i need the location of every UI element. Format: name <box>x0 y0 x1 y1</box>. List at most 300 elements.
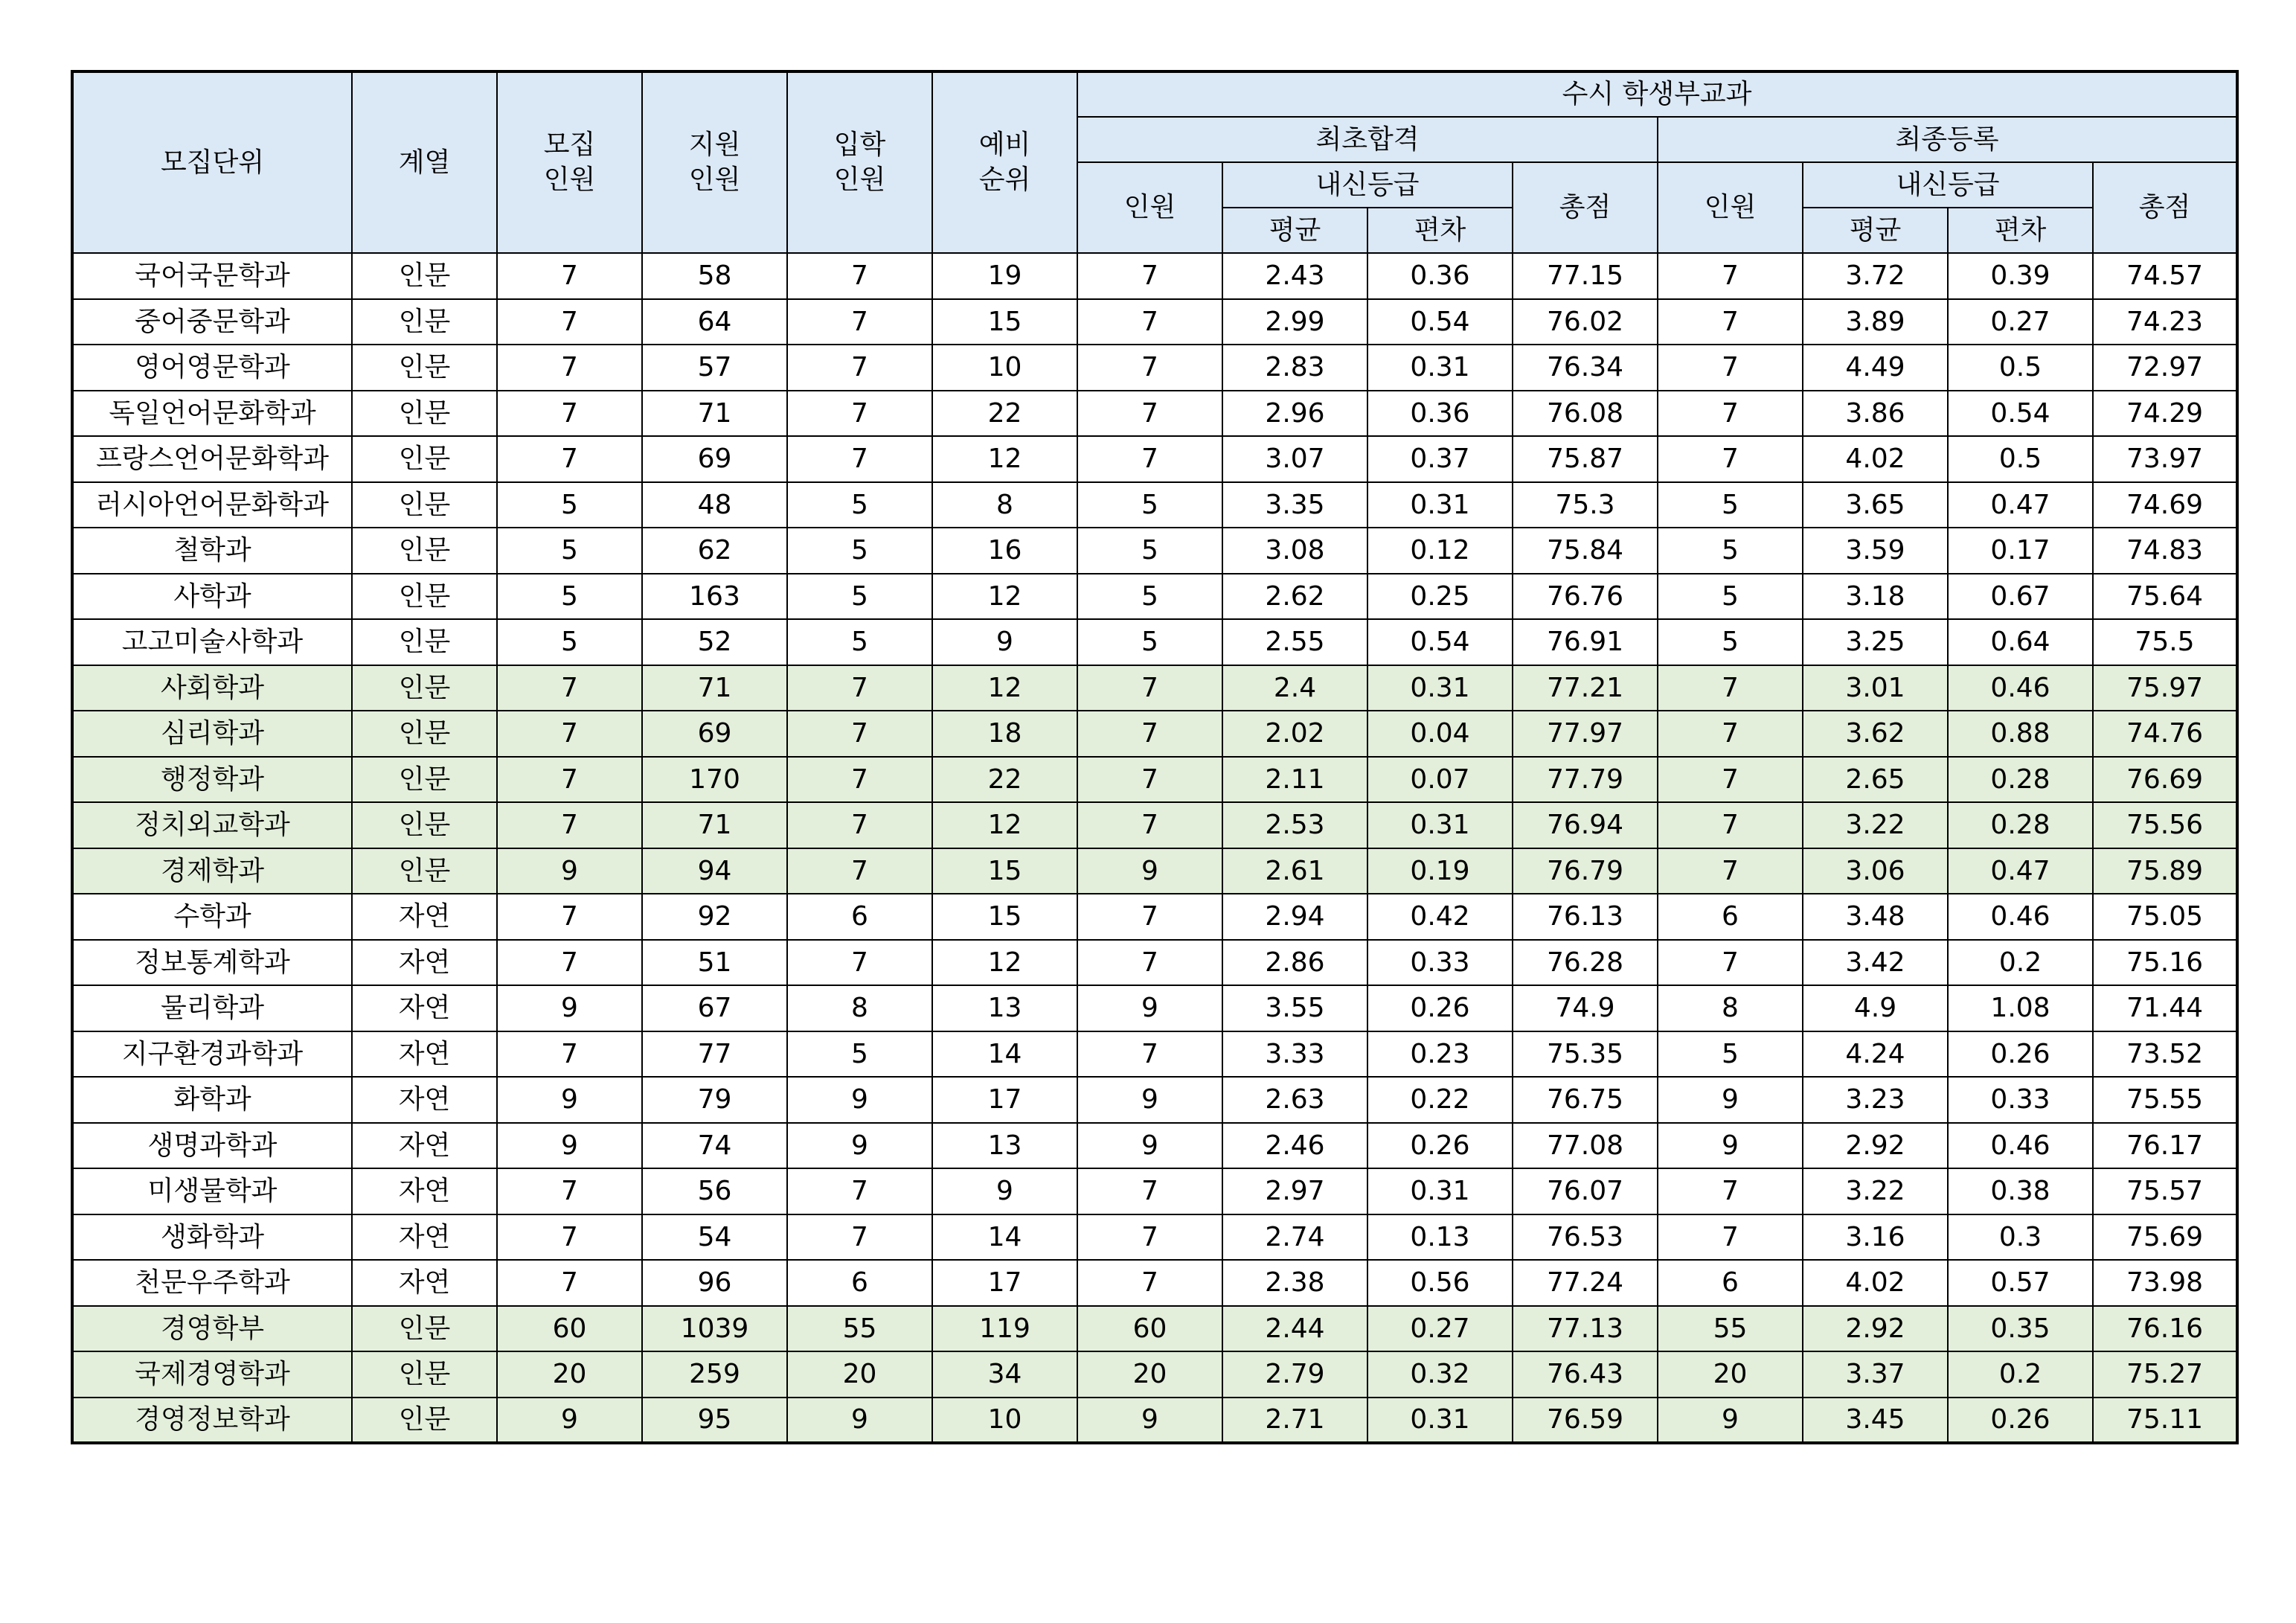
table-row <box>72 253 2237 299</box>
cell-fr-count: 20 <box>1658 1351 1803 1398</box>
cell-waitlist: 15 <box>932 299 1077 345</box>
cell-waitlist: 17 <box>932 1260 1077 1306</box>
cell-fr-count: 7 <box>1658 299 1803 345</box>
cell-unit: 경영학부 <box>72 1306 352 1352</box>
cell-waitlist: 13 <box>932 1123 1077 1169</box>
cell-unit: 국어국문학과 <box>72 253 352 299</box>
cell-fp-dev: 0.54 <box>1367 299 1513 345</box>
cell-fp-avg: 2.55 <box>1222 619 1367 665</box>
cell-fp-dev: 0.27 <box>1367 1306 1513 1352</box>
cell-fp-dev: 0.36 <box>1367 391 1513 437</box>
table-row <box>72 1168 2237 1214</box>
table-row <box>72 757 2237 803</box>
cell-fp-count: 9 <box>1077 848 1222 894</box>
cell-fr-avg: 4.24 <box>1803 1031 1948 1078</box>
cell-fp-count: 7 <box>1077 802 1222 848</box>
cell-fr-dev: 0.64 <box>1948 619 2093 665</box>
cell-applicants: 67 <box>642 985 787 1031</box>
cell-applicants: 54 <box>642 1214 787 1261</box>
cell-fr-count: 7 <box>1658 665 1803 711</box>
cell-fp-total: 76.43 <box>1513 1351 1658 1398</box>
cell-fr-total: 75.5 <box>2093 619 2237 665</box>
cell-waitlist: 15 <box>932 894 1077 940</box>
cell-track: 인문 <box>352 711 497 757</box>
cell-track: 인문 <box>352 848 497 894</box>
cell-unit: 사회학과 <box>72 665 352 711</box>
header-fp-dev: 편차 <box>1367 208 1513 253</box>
cell-fp-count: 7 <box>1077 894 1222 940</box>
cell-applicants: 56 <box>642 1168 787 1214</box>
cell-fp-count: 7 <box>1077 391 1222 437</box>
cell-applicants: 62 <box>642 528 787 574</box>
table-row <box>72 345 2237 391</box>
cell-fp-total: 75.35 <box>1513 1031 1658 1078</box>
header-fp-avg: 평균 <box>1222 208 1367 253</box>
cell-fr-dev: 0.5 <box>1948 436 2093 482</box>
cell-fr-dev: 0.47 <box>1948 482 2093 528</box>
cell-unit: 행정학과 <box>72 757 352 803</box>
cell-fr-avg: 3.86 <box>1803 391 1948 437</box>
cell-fp-total: 77.21 <box>1513 665 1658 711</box>
table-row <box>72 528 2237 574</box>
cell-fr-avg: 3.45 <box>1803 1398 1948 1444</box>
cell-quota: 5 <box>497 619 642 665</box>
cell-fp-avg: 3.35 <box>1222 482 1367 528</box>
cell-applicants: 71 <box>642 802 787 848</box>
cell-applicants: 69 <box>642 711 787 757</box>
cell-enrolled: 9 <box>787 1398 932 1444</box>
cell-fp-dev: 0.33 <box>1367 940 1513 986</box>
cell-unit: 생명과학과 <box>72 1123 352 1169</box>
cell-fp-total: 76.07 <box>1513 1168 1658 1214</box>
cell-fp-total: 76.75 <box>1513 1077 1658 1123</box>
cell-waitlist: 12 <box>932 665 1077 711</box>
cell-fp-count: 60 <box>1077 1306 1222 1352</box>
cell-fr-avg: 3.16 <box>1803 1214 1948 1261</box>
cell-unit: 경제학과 <box>72 848 352 894</box>
cell-fr-avg: 4.02 <box>1803 1260 1948 1306</box>
cell-applicants: 52 <box>642 619 787 665</box>
cell-applicants: 95 <box>642 1398 787 1444</box>
cell-track: 자연 <box>352 1214 497 1261</box>
cell-fp-total: 77.08 <box>1513 1123 1658 1169</box>
cell-fr-count: 9 <box>1658 1398 1803 1444</box>
cell-unit: 정보통계학과 <box>72 940 352 986</box>
cell-fp-count: 7 <box>1077 253 1222 299</box>
cell-fp-total: 76.08 <box>1513 391 1658 437</box>
cell-fp-total: 76.53 <box>1513 1214 1658 1261</box>
cell-quota: 7 <box>497 253 642 299</box>
cell-fr-dev: 0.57 <box>1948 1260 2093 1306</box>
cell-enrolled: 5 <box>787 619 932 665</box>
cell-fp-avg: 3.33 <box>1222 1031 1367 1078</box>
cell-fp-total: 76.13 <box>1513 894 1658 940</box>
cell-fp-total: 76.76 <box>1513 574 1658 620</box>
header-applicants: 지원 인원 <box>642 71 787 253</box>
cell-fp-count: 7 <box>1077 1214 1222 1261</box>
cell-quota: 5 <box>497 574 642 620</box>
table-row <box>72 391 2237 437</box>
cell-fp-avg: 2.11 <box>1222 757 1367 803</box>
cell-quota: 9 <box>497 1123 642 1169</box>
cell-fr-count: 7 <box>1658 345 1803 391</box>
cell-fp-count: 9 <box>1077 1123 1222 1169</box>
cell-unit: 미생물학과 <box>72 1168 352 1214</box>
cell-fr-total: 74.57 <box>2093 253 2237 299</box>
cell-fr-dev: 0.46 <box>1948 1123 2093 1169</box>
cell-fr-total: 75.05 <box>2093 894 2237 940</box>
cell-enrolled: 6 <box>787 1260 932 1306</box>
cell-fp-count: 9 <box>1077 1077 1222 1123</box>
cell-fp-avg: 2.86 <box>1222 940 1367 986</box>
table-row <box>72 436 2237 482</box>
cell-fr-avg: 3.48 <box>1803 894 1948 940</box>
cell-quota: 7 <box>497 894 642 940</box>
cell-applicants: 51 <box>642 940 787 986</box>
cell-fr-count: 7 <box>1658 253 1803 299</box>
cell-fr-total: 75.64 <box>2093 574 2237 620</box>
header-fp-total: 총점 <box>1513 162 1658 253</box>
cell-applicants: 71 <box>642 665 787 711</box>
cell-fr-dev: 0.5 <box>1948 345 2093 391</box>
cell-fp-dev: 0.31 <box>1367 345 1513 391</box>
cell-enrolled: 7 <box>787 299 932 345</box>
cell-enrolled: 5 <box>787 1031 932 1078</box>
cell-quota: 7 <box>497 1031 642 1078</box>
cell-fp-total: 76.94 <box>1513 802 1658 848</box>
cell-enrolled: 8 <box>787 985 932 1031</box>
cell-track: 인문 <box>352 802 497 848</box>
cell-fp-dev: 0.12 <box>1367 528 1513 574</box>
cell-quota: 7 <box>497 1168 642 1214</box>
cell-waitlist: 12 <box>932 940 1077 986</box>
cell-fr-dev: 0.28 <box>1948 802 2093 848</box>
cell-fp-total: 76.28 <box>1513 940 1658 986</box>
table-body <box>72 253 2237 1443</box>
cell-enrolled: 7 <box>787 1214 932 1261</box>
cell-enrolled: 55 <box>787 1306 932 1352</box>
cell-fr-avg: 4.02 <box>1803 436 1948 482</box>
cell-applicants: 94 <box>642 848 787 894</box>
cell-fp-total: 76.02 <box>1513 299 1658 345</box>
cell-fp-dev: 0.25 <box>1367 574 1513 620</box>
cell-applicants: 77 <box>642 1031 787 1078</box>
cell-unit: 철학과 <box>72 528 352 574</box>
cell-quota: 7 <box>497 345 642 391</box>
cell-applicants: 71 <box>642 391 787 437</box>
cell-enrolled: 7 <box>787 436 932 482</box>
cell-fp-avg: 2.44 <box>1222 1306 1367 1352</box>
cell-unit: 천문우주학과 <box>72 1260 352 1306</box>
cell-track: 인문 <box>352 574 497 620</box>
cell-fp-count: 7 <box>1077 1168 1222 1214</box>
cell-track: 자연 <box>352 1168 497 1214</box>
cell-fr-total: 75.55 <box>2093 1077 2237 1123</box>
cell-applicants: 1039 <box>642 1306 787 1352</box>
cell-fp-count: 20 <box>1077 1351 1222 1398</box>
cell-fr-count: 7 <box>1658 940 1803 986</box>
cell-fr-dev: 0.35 <box>1948 1306 2093 1352</box>
cell-fp-count: 5 <box>1077 482 1222 528</box>
cell-fr-total: 75.56 <box>2093 802 2237 848</box>
table-row <box>72 848 2237 894</box>
cell-fp-total: 77.13 <box>1513 1306 1658 1352</box>
cell-fp-avg: 2.46 <box>1222 1123 1367 1169</box>
cell-track: 자연 <box>352 1077 497 1123</box>
cell-applicants: 79 <box>642 1077 787 1123</box>
cell-track: 인문 <box>352 1306 497 1352</box>
cell-enrolled: 5 <box>787 482 932 528</box>
cell-fp-count: 9 <box>1077 985 1222 1031</box>
cell-quota: 5 <box>497 482 642 528</box>
cell-fp-total: 77.24 <box>1513 1260 1658 1306</box>
cell-waitlist: 10 <box>932 1398 1077 1444</box>
cell-enrolled: 6 <box>787 894 932 940</box>
cell-applicants: 57 <box>642 345 787 391</box>
cell-fr-dev: 0.67 <box>1948 574 2093 620</box>
cell-fp-dev: 0.26 <box>1367 1123 1513 1169</box>
cell-fp-dev: 0.42 <box>1367 894 1513 940</box>
cell-fr-dev: 1.08 <box>1948 985 2093 1031</box>
cell-fp-count: 7 <box>1077 1260 1222 1306</box>
cell-fr-count: 7 <box>1658 848 1803 894</box>
cell-fr-dev: 0.33 <box>1948 1077 2093 1123</box>
table-row <box>72 711 2237 757</box>
cell-fp-dev: 0.07 <box>1367 757 1513 803</box>
cell-track: 인문 <box>352 619 497 665</box>
cell-fr-total: 74.29 <box>2093 391 2237 437</box>
cell-track: 자연 <box>352 1031 497 1078</box>
cell-unit: 프랑스언어문화학과 <box>72 436 352 482</box>
cell-fr-total: 75.27 <box>2093 1351 2237 1398</box>
cell-fr-total: 75.11 <box>2093 1398 2237 1444</box>
cell-enrolled: 7 <box>787 391 932 437</box>
cell-quota: 7 <box>497 391 642 437</box>
cell-track: 인문 <box>352 757 497 803</box>
header-final-reg: 최종등록 <box>1658 117 2237 162</box>
table-row <box>72 1260 2237 1306</box>
cell-quota: 60 <box>497 1306 642 1352</box>
header-waitlist: 예비 순위 <box>932 71 1077 253</box>
cell-enrolled: 7 <box>787 1168 932 1214</box>
cell-track: 인문 <box>352 299 497 345</box>
cell-enrolled: 7 <box>787 345 932 391</box>
cell-fr-dev: 0.46 <box>1948 665 2093 711</box>
table-header <box>72 71 2237 253</box>
cell-quota: 7 <box>497 1260 642 1306</box>
table-row <box>72 1123 2237 1169</box>
cell-fr-count: 5 <box>1658 574 1803 620</box>
table-row <box>72 1398 2237 1444</box>
cell-unit: 경영정보학과 <box>72 1398 352 1444</box>
cell-fp-count: 7 <box>1077 436 1222 482</box>
table-row <box>72 1214 2237 1261</box>
cell-fp-dev: 0.32 <box>1367 1351 1513 1398</box>
cell-fr-avg: 3.23 <box>1803 1077 1948 1123</box>
cell-fp-avg: 2.4 <box>1222 665 1367 711</box>
cell-fr-dev: 0.26 <box>1948 1398 2093 1444</box>
cell-enrolled: 7 <box>787 253 932 299</box>
cell-fr-count: 7 <box>1658 1214 1803 1261</box>
cell-fr-total: 75.57 <box>2093 1168 2237 1214</box>
cell-unit: 수학과 <box>72 894 352 940</box>
cell-unit: 영어영문학과 <box>72 345 352 391</box>
cell-unit: 국제경영학과 <box>72 1351 352 1398</box>
cell-fp-avg: 2.99 <box>1222 299 1367 345</box>
table-row <box>72 985 2237 1031</box>
cell-applicants: 259 <box>642 1351 787 1398</box>
cell-fr-total: 75.89 <box>2093 848 2237 894</box>
header-fp-grade: 내신등급 <box>1222 162 1513 208</box>
cell-fp-dev: 0.31 <box>1367 802 1513 848</box>
cell-fp-avg: 2.97 <box>1222 1168 1367 1214</box>
cell-track: 자연 <box>352 1260 497 1306</box>
cell-track: 인문 <box>352 482 497 528</box>
cell-waitlist: 13 <box>932 985 1077 1031</box>
cell-enrolled: 9 <box>787 1077 932 1123</box>
cell-fr-total: 76.69 <box>2093 757 2237 803</box>
cell-fr-dev: 0.38 <box>1948 1168 2093 1214</box>
cell-applicants: 170 <box>642 757 787 803</box>
cell-unit: 물리학과 <box>72 985 352 1031</box>
cell-enrolled: 7 <box>787 757 932 803</box>
cell-track: 인문 <box>352 665 497 711</box>
cell-applicants: 48 <box>642 482 787 528</box>
cell-waitlist: 14 <box>932 1031 1077 1078</box>
cell-fr-total: 76.16 <box>2093 1306 2237 1352</box>
cell-fr-total: 75.69 <box>2093 1214 2237 1261</box>
cell-fr-dev: 0.47 <box>1948 848 2093 894</box>
cell-fr-count: 5 <box>1658 528 1803 574</box>
cell-fp-total: 77.79 <box>1513 757 1658 803</box>
cell-fr-count: 7 <box>1658 802 1803 848</box>
table-row <box>72 1077 2237 1123</box>
cell-enrolled: 7 <box>787 802 932 848</box>
cell-fr-avg: 3.72 <box>1803 253 1948 299</box>
cell-quota: 7 <box>497 711 642 757</box>
cell-fp-dev: 0.19 <box>1367 848 1513 894</box>
cell-fp-total: 75.87 <box>1513 436 1658 482</box>
header-fr-total: 총점 <box>2093 162 2237 253</box>
cell-fp-dev: 0.22 <box>1367 1077 1513 1123</box>
cell-waitlist: 12 <box>932 802 1077 848</box>
cell-fr-avg: 3.37 <box>1803 1351 1948 1398</box>
header-fr-avg: 평균 <box>1803 208 1948 253</box>
header-fp-count: 인원 <box>1077 162 1222 253</box>
cell-fr-avg: 2.92 <box>1803 1123 1948 1169</box>
cell-fr-dev: 0.54 <box>1948 391 2093 437</box>
cell-fp-count: 7 <box>1077 1031 1222 1078</box>
cell-enrolled: 7 <box>787 665 932 711</box>
cell-fr-avg: 2.92 <box>1803 1306 1948 1352</box>
cell-waitlist: 119 <box>932 1306 1077 1352</box>
cell-unit: 심리학과 <box>72 711 352 757</box>
cell-quota: 9 <box>497 1398 642 1444</box>
cell-fp-count: 5 <box>1077 528 1222 574</box>
cell-waitlist: 19 <box>932 253 1077 299</box>
table-row <box>72 665 2237 711</box>
cell-fp-avg: 2.43 <box>1222 253 1367 299</box>
cell-applicants: 74 <box>642 1123 787 1169</box>
cell-fp-total: 75.3 <box>1513 482 1658 528</box>
cell-fr-total: 74.69 <box>2093 482 2237 528</box>
cell-fp-avg: 2.83 <box>1222 345 1367 391</box>
cell-fp-count: 7 <box>1077 299 1222 345</box>
cell-fp-avg: 2.62 <box>1222 574 1367 620</box>
cell-enrolled: 5 <box>787 574 932 620</box>
cell-waitlist: 14 <box>932 1214 1077 1261</box>
admissions-table <box>71 70 2239 1444</box>
cell-fp-total: 75.84 <box>1513 528 1658 574</box>
cell-fp-total: 76.91 <box>1513 619 1658 665</box>
cell-fp-total: 76.34 <box>1513 345 1658 391</box>
cell-fp-count: 7 <box>1077 711 1222 757</box>
cell-fr-dev: 0.28 <box>1948 757 2093 803</box>
cell-fp-dev: 0.54 <box>1367 619 1513 665</box>
table-row <box>72 1306 2237 1352</box>
cell-unit: 고고미술사학과 <box>72 619 352 665</box>
cell-fr-avg: 3.89 <box>1803 299 1948 345</box>
cell-quota: 7 <box>497 802 642 848</box>
table-row <box>72 1031 2237 1078</box>
cell-waitlist: 12 <box>932 436 1077 482</box>
cell-fr-dev: 0.27 <box>1948 299 2093 345</box>
cell-fp-avg: 2.79 <box>1222 1351 1367 1398</box>
table-row <box>72 619 2237 665</box>
cell-applicants: 64 <box>642 299 787 345</box>
cell-quota: 9 <box>497 1077 642 1123</box>
cell-fr-total: 73.98 <box>2093 1260 2237 1306</box>
cell-applicants: 163 <box>642 574 787 620</box>
cell-fr-avg: 4.49 <box>1803 345 1948 391</box>
cell-unit: 화학과 <box>72 1077 352 1123</box>
header-fr-dev: 편차 <box>1948 208 2093 253</box>
cell-fr-count: 5 <box>1658 482 1803 528</box>
cell-quota: 7 <box>497 436 642 482</box>
cell-fp-dev: 0.31 <box>1367 665 1513 711</box>
cell-unit: 중어중문학과 <box>72 299 352 345</box>
cell-track: 인문 <box>352 253 497 299</box>
header-fr-count: 인원 <box>1658 162 1803 253</box>
cell-fr-total: 72.97 <box>2093 345 2237 391</box>
cell-fr-avg: 3.06 <box>1803 848 1948 894</box>
cell-waitlist: 22 <box>932 391 1077 437</box>
cell-fp-avg: 2.02 <box>1222 711 1367 757</box>
table-row <box>72 482 2237 528</box>
cell-fr-total: 71.44 <box>2093 985 2237 1031</box>
cell-fp-total: 76.79 <box>1513 848 1658 894</box>
cell-fp-dev: 0.13 <box>1367 1214 1513 1261</box>
cell-fp-count: 9 <box>1077 1398 1222 1444</box>
header-group: 수시 학생부교과 <box>1077 71 2237 117</box>
cell-fr-avg: 3.22 <box>1803 1168 1948 1214</box>
cell-fr-avg: 2.65 <box>1803 757 1948 803</box>
cell-fp-total: 77.15 <box>1513 253 1658 299</box>
cell-waitlist: 10 <box>932 345 1077 391</box>
cell-fp-count: 5 <box>1077 619 1222 665</box>
cell-fr-count: 7 <box>1658 436 1803 482</box>
cell-quota: 9 <box>497 985 642 1031</box>
cell-fp-dev: 0.31 <box>1367 482 1513 528</box>
cell-fp-avg: 2.96 <box>1222 391 1367 437</box>
cell-fr-dev: 0.2 <box>1948 940 2093 986</box>
table-row <box>72 940 2237 986</box>
cell-applicants: 58 <box>642 253 787 299</box>
cell-waitlist: 16 <box>932 528 1077 574</box>
cell-track: 자연 <box>352 894 497 940</box>
cell-fr-count: 7 <box>1658 1168 1803 1214</box>
cell-fr-count: 5 <box>1658 1031 1803 1078</box>
